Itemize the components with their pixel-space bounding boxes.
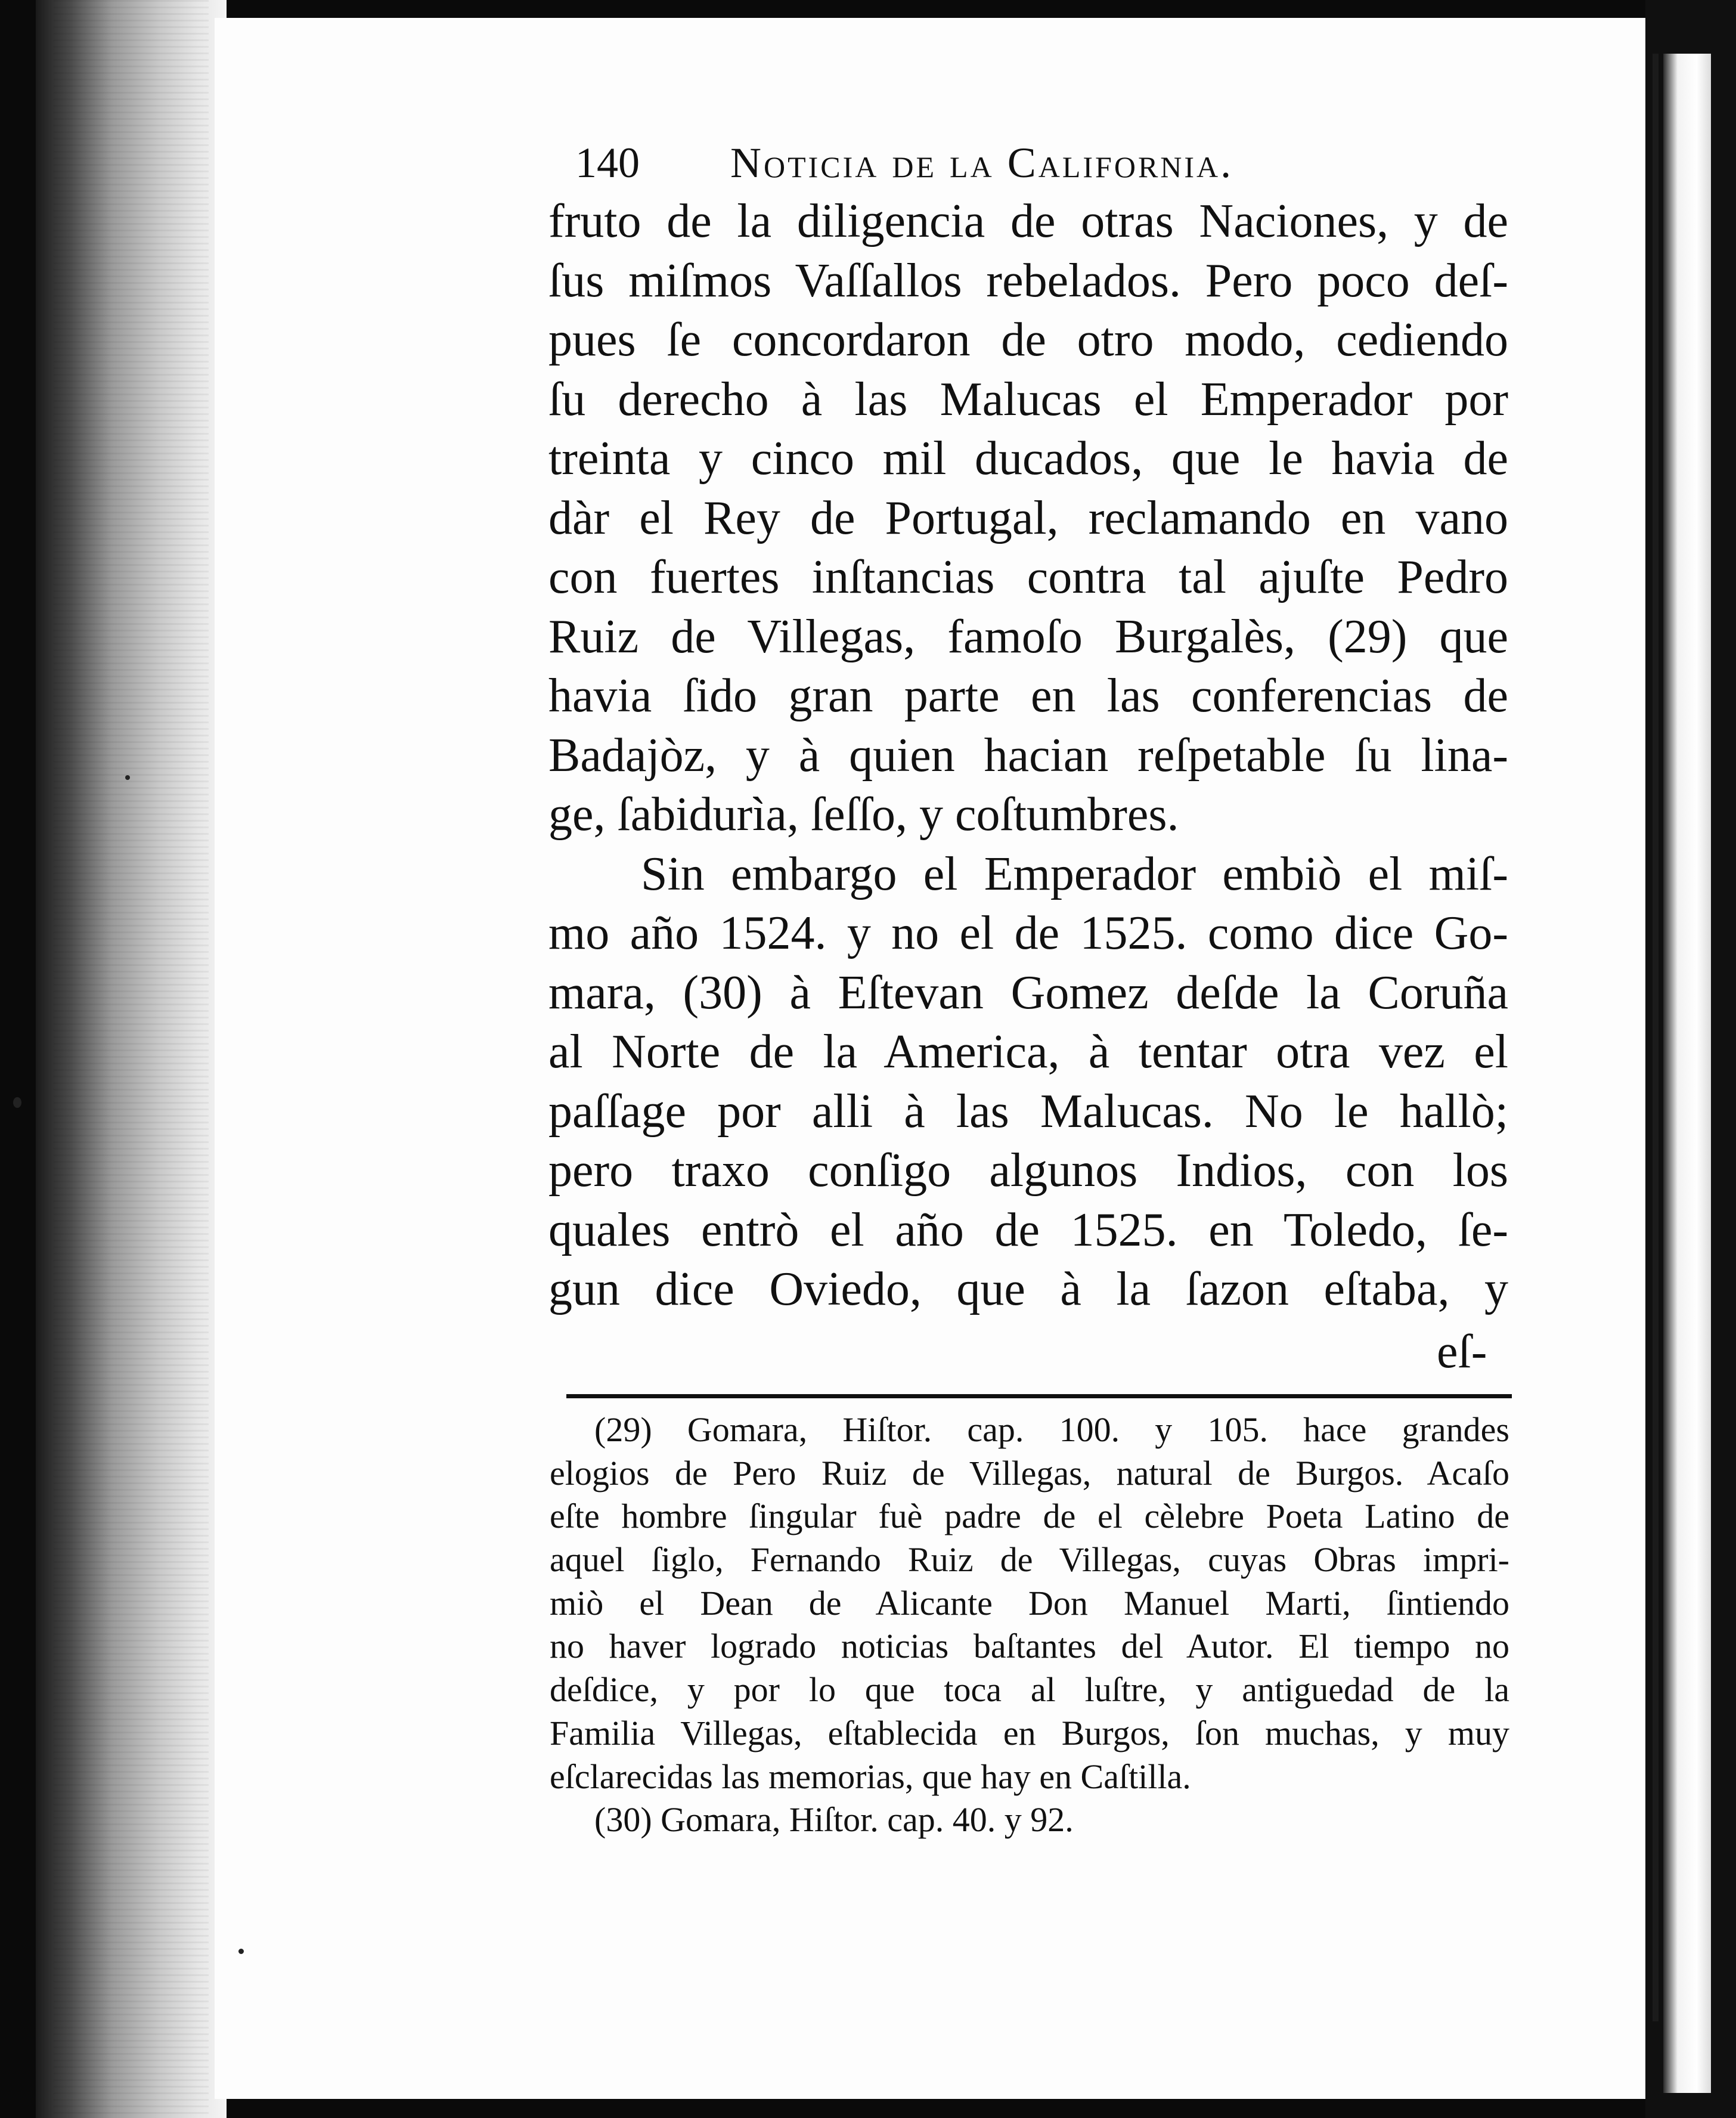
body-line: ſus miſmos Vaſſallos rebelados. Pero poco deſ- — [548, 254, 1508, 307]
body-line: paſſage por alli à las Malucas. No le hallò; — [548, 1085, 1508, 1138]
body-line: quales entrò el año de 1525. en Toledo, ſe- — [548, 1203, 1508, 1256]
footnote-line: miò el Dean de Alicante Don Manuel Marti, ſintiendo — [550, 1583, 1509, 1622]
body-line: fruto de la diligencia de otras Naciones, y de — [548, 195, 1508, 247]
body-line: dàr el Rey de Portugal, reclamando en vano — [548, 491, 1508, 544]
next-page-edge-line — [1653, 54, 1658, 2021]
body-line: gun dice Oviedo, que à la ſazon eſtaba, y — [548, 1263, 1508, 1315]
page-edge-texture — [54, 0, 209, 2118]
body-line: treinta y cinco mil ducados, que le havia de — [548, 432, 1508, 485]
body-line: con fuertes inſtancias contra tal ajuſte Pedro — [548, 551, 1508, 603]
body-line: mo año 1524. y no el de 1525. como dice Go- — [548, 907, 1508, 959]
body-line: pues ſe concordaron de otro modo, cediendo — [548, 314, 1508, 366]
scan-speck — [125, 775, 130, 780]
footnotes — [550, 1408, 1509, 1842]
body-line: Ruiz de Villegas, famoſo Burgalès, (29) que — [548, 610, 1508, 663]
body-line: havia ſido gran parte en las conferencias de — [548, 670, 1508, 722]
running-title: Noticia de la California. — [730, 139, 1234, 187]
body-line: ge, ſabidurìa, ſeſſo, y coſtumbres. — [548, 788, 1179, 841]
body-line: ſu derecho à las Malucas el Emperador por — [548, 373, 1508, 426]
footnote-line: aquel ſiglo, Fernando Ruiz de Villegas, cuyas Obras impri- — [550, 1540, 1509, 1580]
footnote-line: no haver logrado noticias baſtantes del Autor. El tiempo no — [550, 1627, 1509, 1666]
scan-speck — [13, 1097, 21, 1108]
footnote-line: Familia Villegas, eſtablecida en Burgos, ſon muchas, y muy — [550, 1713, 1509, 1752]
body-text — [548, 192, 1508, 1320]
footnote-line: deſdice, y por lo que toca al luſtre, y antiguedad de la — [550, 1670, 1509, 1710]
body-line: mara, (30) à Eſtevan Gomez deſde la Coruña — [548, 966, 1508, 1019]
body-line: pero traxo conſigo algunos Indios, con los — [548, 1144, 1508, 1197]
footnote-line: (30) Gomara, Hiſtor. cap. 40. y 92. — [594, 1800, 1074, 1840]
running-head — [575, 136, 1338, 190]
next-page-strip — [1663, 54, 1711, 2093]
body-line: Badajòz, y à quien hacian reſpetable ſu lina- — [548, 729, 1508, 782]
footnote-line: eſte hombre ſingular fuè padre de el cèlebre Poeta Latino de — [550, 1497, 1509, 1536]
footnote-line: (29) Gomara, Hiſtor. cap. 100. y 105. hace grandes — [594, 1410, 1509, 1449]
scan-speck — [238, 1949, 244, 1954]
footnote-line: eſclarecidas las memorias, que hay en Caſtilla. — [550, 1757, 1191, 1796]
page-number: 140 — [575, 139, 640, 187]
footnote-rule — [566, 1394, 1512, 1398]
body-line: al Norte de la America, à tentar otra vez el — [548, 1026, 1508, 1078]
body-line: Sin embargo el Emperador embiò el miſ- — [641, 847, 1508, 900]
footnote-line: elogios de Pero Ruiz de Villegas, natural de Burgos. Acaſo — [550, 1453, 1509, 1492]
catchword: eſ- — [1437, 1326, 1487, 1378]
